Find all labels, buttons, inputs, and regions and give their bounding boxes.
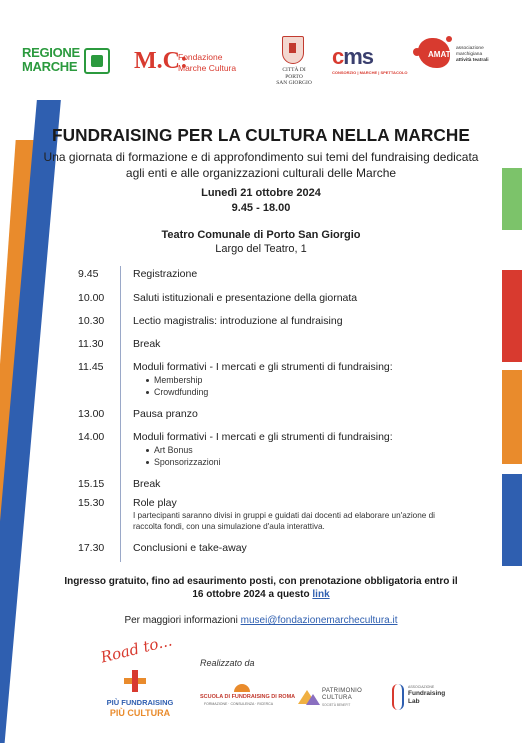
patrimonio-line1: PATRIMONIO [322,688,363,694]
email-link[interactable]: musei@fondazionemarchecultura.it [240,615,398,626]
lab-line2: Lab [408,698,420,705]
info-text: Per maggiori informazioni [124,615,238,626]
patrimonio-cultura-logo [298,684,370,714]
realizzato-label: Realizzato da [200,658,255,668]
registration-text: Ingresso gratuito, fino ad esaurimento posti, con prenotazione obbligatoria entro il 16 ottobre 2024 a questo [64,576,458,600]
event-date: Lunedì 21 ottobre 2024 [201,187,321,199]
program-time: 13.00 [78,408,105,420]
porto-san-giorgio-logo [274,36,314,88]
road-to-line2: PIÙ CULTURA [109,708,171,718]
road-to-logo [98,631,180,736]
patrimonio-line2: CULTURA [322,695,352,701]
triangle-icon [306,694,320,705]
right-red-tab [502,270,522,362]
regione-line2: MARCHE [22,59,78,74]
list-item: Art Bonus [148,445,221,457]
program-sublist [148,445,221,468]
regione-marche-logo [22,46,114,78]
program-event: Break [133,478,161,490]
cms-logo [332,44,408,80]
program-event: Moduli formativi - I mercati e gli strumenti di fundraising: [133,431,393,443]
mc-mark: M.C: [134,48,188,74]
program-sublist [148,375,208,398]
amat-line2: marchigiana [456,52,483,57]
lab-line1: Fundraising [408,690,446,697]
road-to-line1: PIÙ FUNDRAISING [106,698,174,707]
right-blue-tab [502,474,522,566]
cms-mark [332,44,373,70]
info-line [0,615,522,626]
program-event: Role play [133,497,177,509]
partner-logos [22,36,500,92]
psg-name [274,67,314,87]
registration-link[interactable]: link [312,589,330,600]
amat-logo [418,36,500,76]
road-to-script: Road to... [98,631,174,667]
fundraising-lab-logo [392,684,452,714]
psg-line3: SAN GIORGIO [276,80,312,86]
psg-line1: CITTÀ DI [282,67,306,73]
list-item: Sponsorizzazioni [148,457,221,469]
mc-line1: Fondazione [178,52,223,62]
amat-text [456,46,489,64]
cms-part2: ms [343,44,374,69]
regione-line1: REGIONE [22,45,80,60]
amat-line1: associazione [456,46,484,51]
city-crest-icon [282,36,304,64]
lab-tag: ASSOCIAZIONE [408,685,435,689]
program-time: 11.30 [78,338,104,350]
lab-text [408,690,445,706]
cms-tag: CONSORZIO | MARCHE | SPETTACOLO [332,70,408,75]
program-event: Break [133,338,161,350]
page-title: FUNDRAISING PER LA CULTURA NELLA MARCHE [52,125,470,145]
patrimonio-text [322,688,362,702]
program-event: Moduli formativi - I mercati e gli strumenti di fundraising: [133,361,393,373]
program-time: 15.15 [78,478,105,490]
cms-part1: c [332,44,344,69]
program-event: Conclusioni e take-away [133,542,247,554]
program-time: 17.30 [78,542,105,554]
program-description: I partecipanti saranno divisi in gruppi e guidati dai docenti ad elaborare un'azione di raccolta fondi, con una simulazione d'aula interattiva. [133,511,435,531]
program-divider [120,266,121,562]
scuola-name: SCUOLA DI FUNDRAISING DI ROMA [200,694,296,700]
program-event: Registrazione [133,268,198,280]
venue-name: Teatro Comunale di Porto San Giorgio [161,229,361,241]
registration-note [60,575,462,601]
amat-word: AMAT [428,50,451,59]
program-event: Pausa pranzo [133,408,198,420]
event-time: 9.45 - 18.00 [231,202,291,214]
list-item: Crowdfunding [148,387,208,399]
sun-icon [234,684,250,692]
program-time: 9.45 [78,268,99,280]
subtitle: Una giornata di formazione e di approfondimento sui temi del fundraising dedicata agli enti e alle organizzazioni culturali delle Marche [43,150,479,180]
mc-line2: Marche Cultura [178,63,237,73]
mc-text [178,52,236,74]
program-event: Saluti istituzionali e presentazione della giornata [133,292,358,304]
program-event: Lectio magistralis: introduzione al fundraising [133,315,343,327]
amat-line3: attività teatrali [456,58,489,63]
plus-icon [124,670,146,692]
venue-address: Largo del Teatro, 1 [215,243,307,255]
scuola-fundraising-logo [200,684,296,714]
patrimonio-tag: SOCIETÀ BENEFIT [322,703,351,707]
fondazione-marche-cultura-logo [134,48,264,78]
regione-emblem-icon [84,48,110,74]
program-time: 10.30 [78,315,105,327]
scuola-tag: FORMAZIONE · CONSULENZA · RICERCA [204,702,274,706]
program-time: 14.00 [78,431,105,443]
dna-icon [392,684,404,710]
psg-line2: PORTO [285,73,303,80]
right-orange-tab [502,370,522,464]
program-time: 10.00 [78,292,105,304]
program-time: 11.45 [78,361,104,373]
list-item: Membership [148,375,208,387]
program-time: 15.30 [78,497,105,509]
right-green-tab [502,168,522,230]
